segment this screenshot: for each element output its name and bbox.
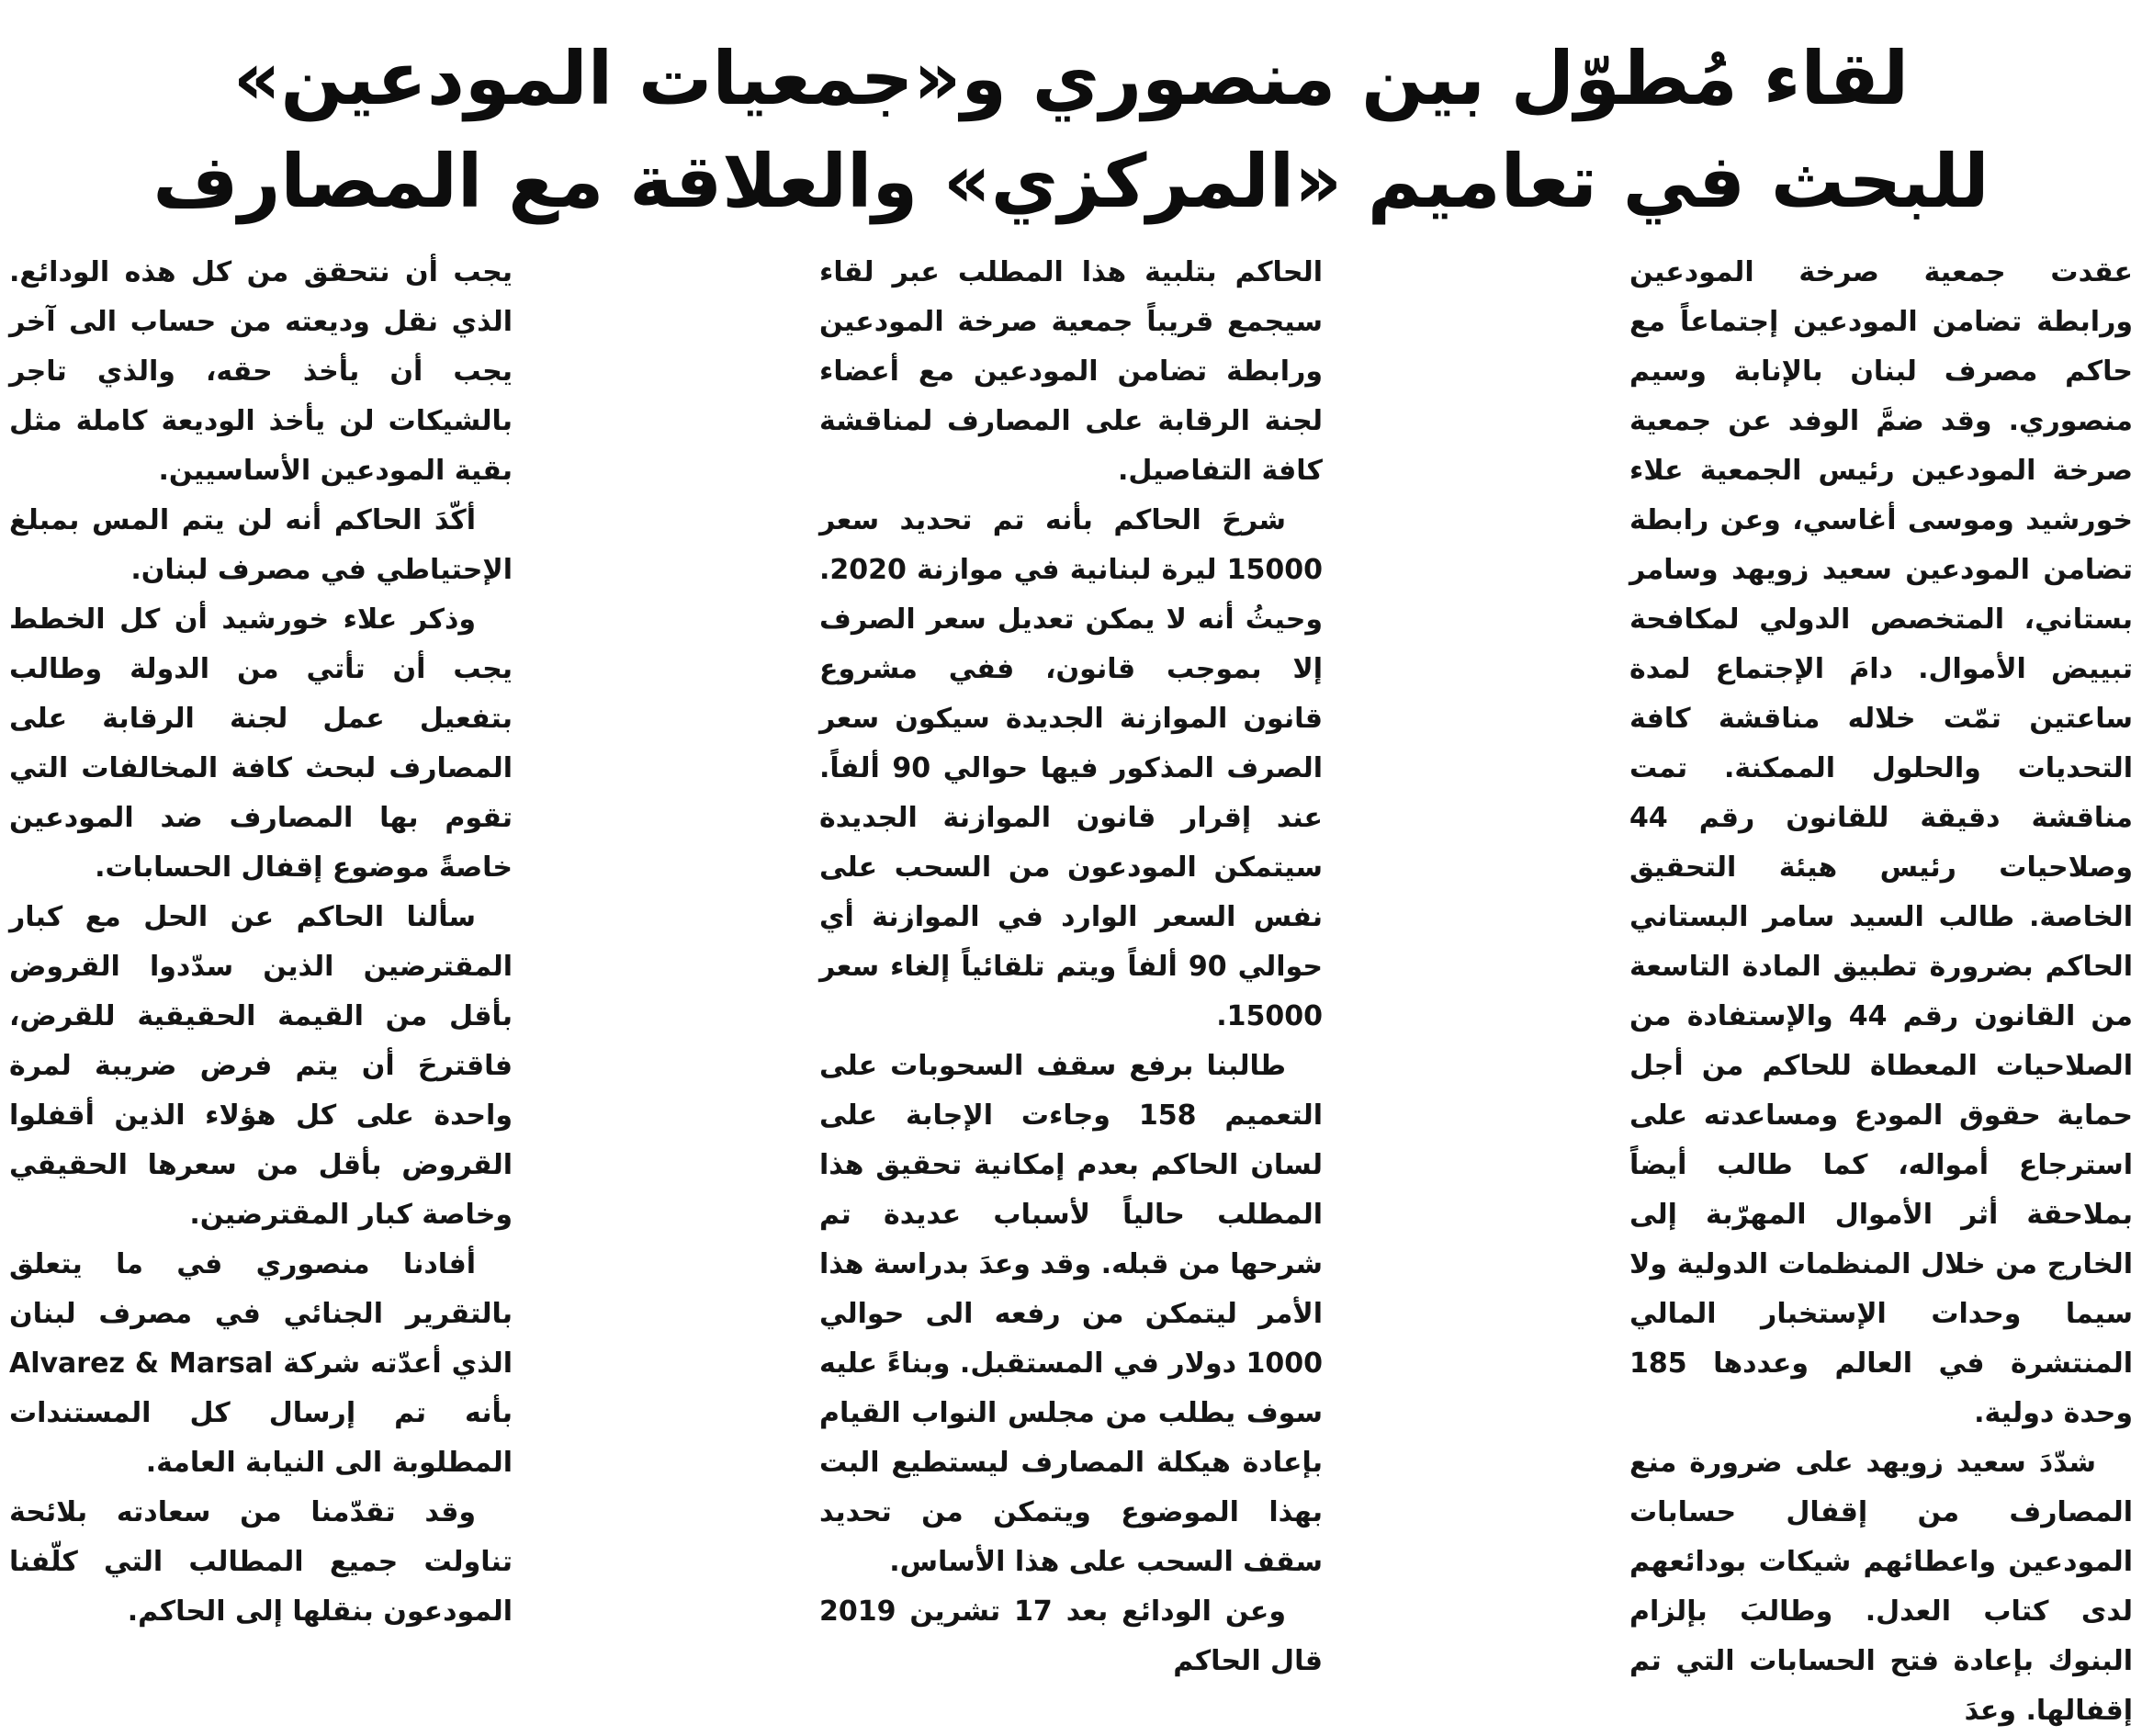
paragraph: عقدت جمعية صرخة المودعين ورابطة تضامن المودعين إجتماعاً مع حاكم مصرف لبنان بالإنابة وسيم منصوري. وقد ضمَّ الوفد عن جمعية صرخة المودعين رئيس الجمعية علاء خورشيد وموسى أغاسي، وعن رابطة تضامن المودعين سعيد زويهد وسامر بستاني، المتخصص الدولي لمكافحة تبييض الأموال. دامَ الإجتماع لمدة ساعتين تمّت خلاله مناقشة كافة التحديات والحلول الممكنة. تمت مناقشة دقيقة للقانون رقم 44 وصلاحيات رئيس هيئة التحقيق الخاصة. طالب السيد سامر البستاني الحاكم بضرورة تطبيق المادة التاسعة من القانون رقم 44 والإستفادة من الصلاحيات المعطاة للحاكم من أجل حماية حقوق المودع ومساعدته على استرجاع أمواله، كما طالب أيضاً بملاحقة أثر الأموال المهرّبة إلى الخارج من خلال المنظمات الدولية ولا سيما وحدات الإستخبار المالي المنتشرة في العالم وعددها 185 وحدة دولية.: [1629, 256, 2133, 1429]
article-column-1: [1629, 248, 2133, 1727]
paragraph: شدّدَ سعيد زويهد على ضرورة منع المصارف من إقفال حسابات المودعين واعطائهم شيكات بودائعهم لدى كتاب العدل. وطالبَ بإلزام البنوك بإعادة فتح الحسابات التي تم إقفالها. وعدَ: [1629, 1447, 2133, 1727]
paragraph: يجب أن نتحقق من كل هذه الودائع. الذي نقل وديعته من حساب الى آخر يجب أن يأخذ حقه، والذي تاجر بالشيكات لن يأخذ الوديعة كاملة مثل بقية المودعين الأساسيين.: [9, 256, 513, 487]
paragraph: وذكر علاء خورشيد أن كل الخطط يجب أن تأتي من الدولة وطالب بتفعيل عمل لجنة الرقابة على المصارف لبحث كافة المخالفات التي تقوم بها المصارف ضد المودعين خاصةً موضوع إقفال الحسابات.: [9, 603, 513, 884]
headline-line-1: لقاء مُطوّل بين منصوري و«جمعيات المودعين»: [232, 36, 1910, 121]
article-headline: [73, 28, 2069, 233]
paragraph: الحاكم بتلبية هذا المطلب عبر لقاء سيجمع قريباً جمعية صرخة المودعين ورابطة تضامن المودعين مع أعضاء لجنة الرقابة على المصارف لمناقشة كافة التفاصيل.: [819, 256, 1323, 487]
paragraph: وقد تقدّمنا من سعادته بلائحة تناولت جميع المطالب التي كلّفنا المودعون بنقلها إلى الحاكم.: [9, 1496, 513, 1628]
paragraph: شرحَ الحاكم بأنه تم تحديد سعر 15000 ليرة لبنانية في موازنة 2020. وحيثُ أنه لا يمكن تعديل سعر الصرف إلا بموجب قانون، ففي مشروع قانون الموازنة الجديدة سيكون سعر الصرف المذكور فيها حوالي 90 ألفاً. عند إقرار قانون الموازنة الجديدة سيتمكن المودعون من السحب على نفس السعر الوارد في الموازنة أي حوالي 90 ألفاً ويتم تلقائياً إلغاء سعر 15000.: [819, 504, 1323, 1032]
headline-line-2: للبحث في تعاميم «المركزي» والعلاقة مع المصارف: [152, 139, 1990, 224]
paragraph: وعن الودائع بعد 17 تشرين 2019 قال الحاكم: [819, 1595, 1323, 1677]
article-columns: [9, 248, 2133, 1727]
article-column-2: [819, 248, 1324, 1677]
paragraph: طالبنا برفع سقف السحوبات على التعميم 158 وجاءت الإجابة على لسان الحاكم بعدم إمكانية تحقيق هذا المطلب حالياً لأسباب عديدة تم شرحها من قبله. وقد وعدَ بدراسة هذا الأمر ليتمكن من رفعه الى حوالي 1000 دولار في المستقبل. وبناءً عليه سوف يطلب من مجلس النواب القيام بإعادة هيكلة المصارف ليستطيع البت بهذا الموضوع ويتمكن من تحديد سقف السحب على هذا الأساس.: [819, 1050, 1324, 1578]
paragraph: سألنا الحاكم عن الحل مع كبار المقترضين الذين سدّدوا القروض بأقل من القيمة الحقيقية للقرض، فاقترحَ أن يتم فرض ضريبة لمرة واحدة على كل هؤلاء الذين أقفلوا القروض بأقل من سعرها الحقيقي وخاصة كبار المقترضين.: [9, 901, 513, 1231]
paragraph: أكّدَ الحاكم أنه لن يتم المس بمبلغ الإحتياطي في مصرف لبنان.: [9, 504, 513, 586]
article-column-3: [9, 248, 513, 1628]
paragraph: أفادنا منصوري في ما يتعلق بالتقرير الجنائي في مصرف لبنان الذي أعدّته شركة Alvarez & Marsal بأنه تم إرسال كل المستندات المطلوبة الى النيابة العامة.: [9, 1248, 513, 1479]
